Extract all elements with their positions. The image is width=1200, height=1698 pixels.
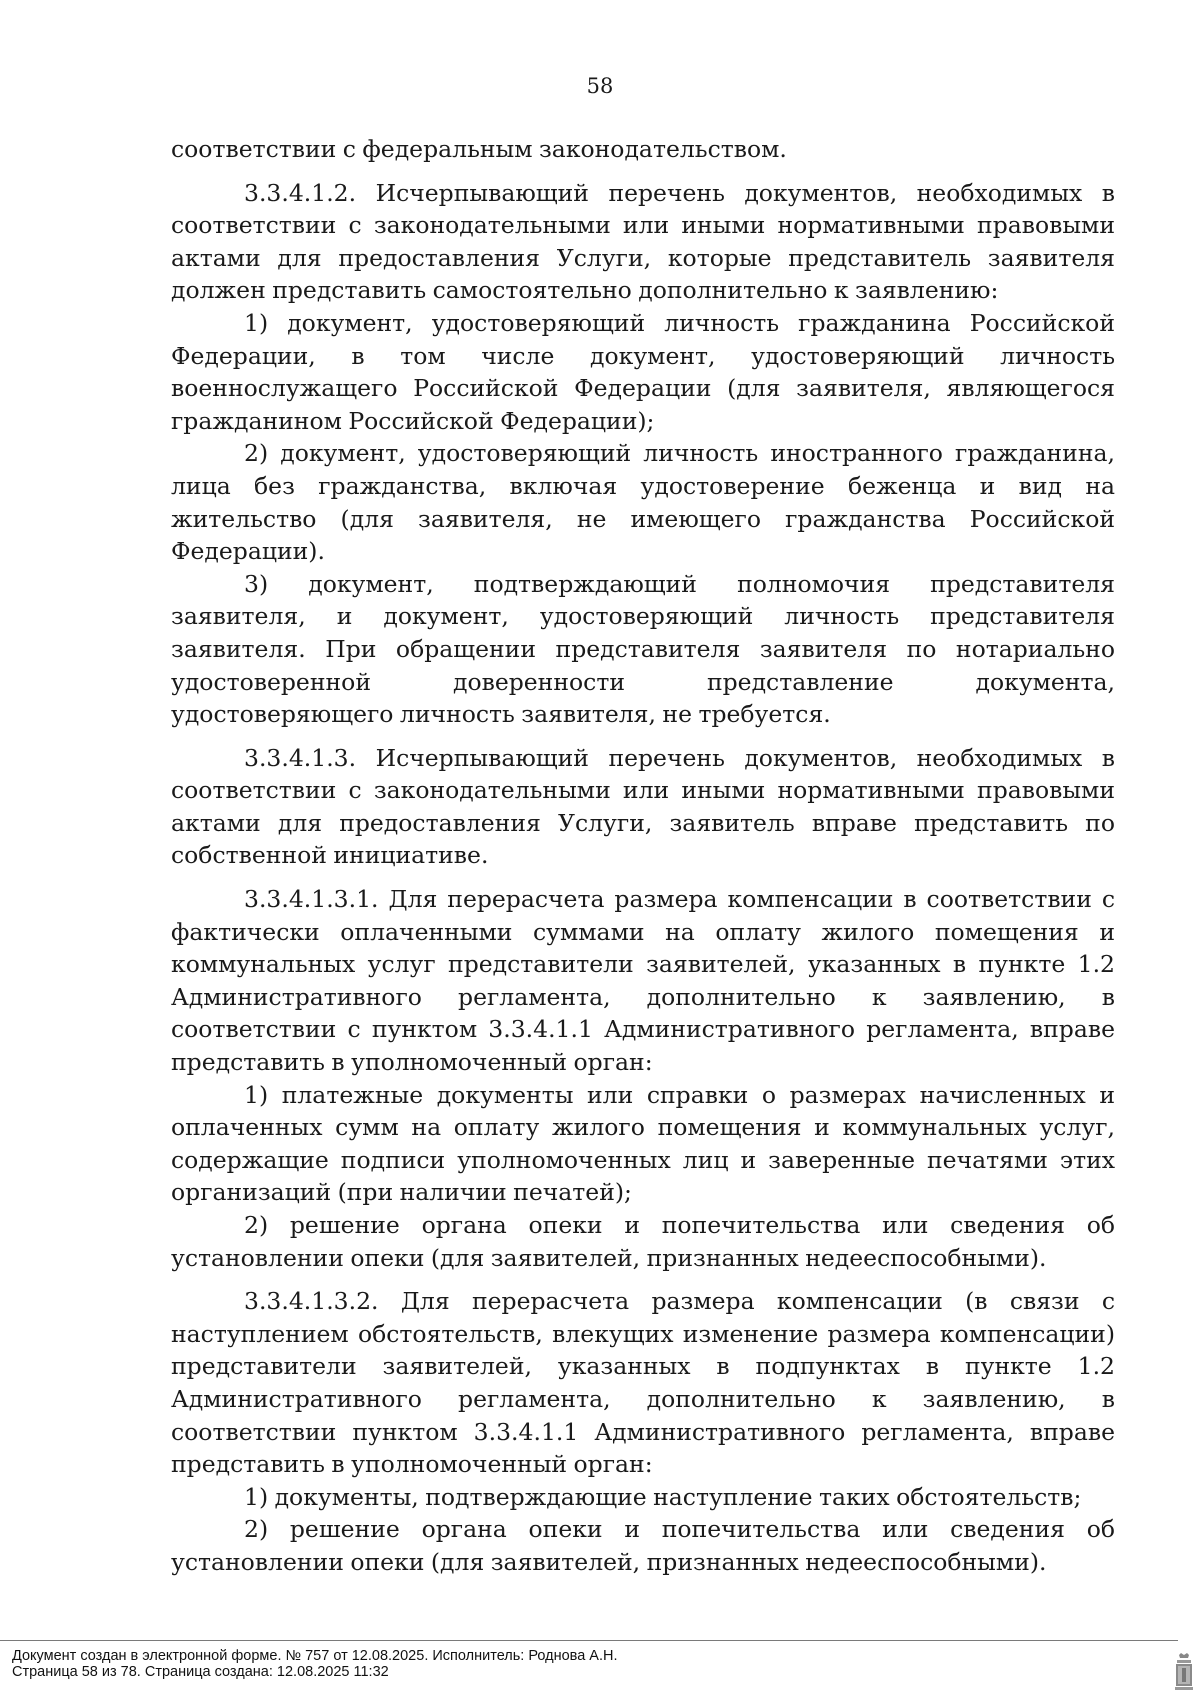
footer-page-info: Страница 58 из 78. Страница создана: 12.08.2025 11:32 xyxy=(12,1664,389,1680)
list-item: 3) документ, подтверждающий полномочия представителя заявителя, и документ, удостоверяющий личность представителя заявителя. При обращении представителя заявителя по нотариально удостоверенной доверенности представление документа, удостоверяющего личность заявителя, не требуется. xyxy=(171,569,1115,729)
list-item: 2) решение органа опеки и попечительства или сведения об установлении опеки (для заявителей, признанных недееспособными). xyxy=(171,1211,1115,1272)
paragraph-3-3-4-1-2: 3.3.4.1.2. Исчерпывающий перечень документов, необходимых в соответствии с законодательными или иными нормативными правовыми актами для предоставления Услуги, которые представитель заявителя должен представить самостоятельно дополнительно к заявлению: xyxy=(171,178,1115,305)
page-number: 58 xyxy=(586,74,614,98)
list-item: 1) документ, удостоверяющий личность гражданина Российской Федерации, в том числе документ, удостоверяющий личность военнослужащего Российской Федерации (для заявителя, являющегося гражданином Российской Федерации); xyxy=(171,308,1115,435)
paragraph-continuation: соответствии с федеральным законодательством. xyxy=(171,135,787,163)
document-footer xyxy=(12,1648,618,1680)
footer-divider xyxy=(0,1640,1178,1641)
paragraph-3-3-4-1-3: 3.3.4.1.3. Исчерпывающий перечень документов, необходимых в соответствии с законодательными или иными нормативными правовыми актами для предоставления Услуги, заявитель вправе представить по собственной инициативе. xyxy=(171,743,1115,870)
paragraph-3-3-4-1-3-1: 3.3.4.1.3.1. Для перерасчета размера компенсации в соответствии с фактически оплаченными суммами на оплату жилого помещения и коммунальных услуг представители заявителей, указанных в пункте 1.2 Административного регламента, дополнительно к заявлению, в соответствии с пунктом 3.3.4.1.1 Административного регламента, вправе представить в уполномоченный орган: xyxy=(171,885,1115,1077)
list-item: 2) документ, удостоверяющий личность иностранного гражданина, лица без гражданства, включая удостоверение беженца и вид на жительство (для заявителя, не имеющего гражданства Российской Федерации). xyxy=(171,439,1115,566)
paragraph-3-3-4-1-3-2: 3.3.4.1.3.2. Для перерасчета размера компенсации (в связи с наступлением обстоятельств, влекущих изменение размера компенсации) представители заявителей, указанных в подпунктах в пункте 1.2 Административного регламента, дополнительно к заявлению, в соответствии пунктом 3.3.4.1.1 Административного регламента, вправе представить в уполномоченный орган: xyxy=(171,1287,1115,1479)
list-item: 2) решение органа опеки и попечительства или сведения об установлении опеки (для заявителей, признанных недееспособными). xyxy=(171,1515,1115,1576)
coat-of-arms-icon xyxy=(1173,1652,1195,1692)
footer-document-info: Документ создан в электронной форме. № 757 от 12.08.2025. Исполнитель: Роднова А.Н. xyxy=(12,1648,618,1664)
list-item: 1) документы, подтверждающие наступление таких обстоятельств; xyxy=(244,1482,1082,1511)
document-body xyxy=(171,133,1115,1579)
list-item: 1) платежные документы или справки о размерах начисленных и оплаченных сумм на оплату жилого помещения и коммунальных услуг, содержащие подписи уполномоченных лиц и заверенные печатями этих организаций (при наличии печатей); xyxy=(171,1080,1115,1207)
